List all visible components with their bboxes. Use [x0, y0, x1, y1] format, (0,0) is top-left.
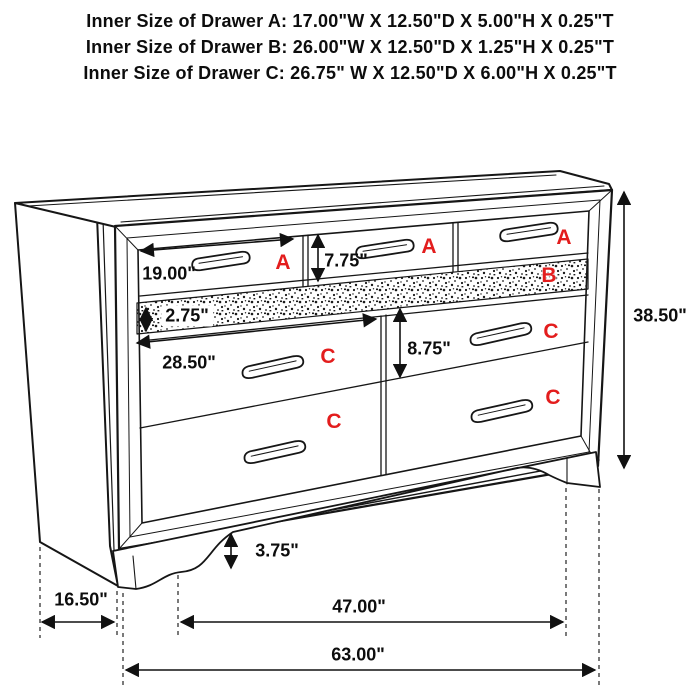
inner-size-line-a: Inner Size of Drawer A: 17.00"W X 12.50"D X 5.00"H X 0.25"T	[86, 11, 614, 31]
inner-size-line-b: Inner Size of Drawer B: 26.00"W X 12.50"D X 1.25"H X 0.25"T	[85, 37, 615, 57]
dim-drawer-c-width: 28.50"	[162, 352, 216, 373]
drawer-a2-label: A	[421, 235, 437, 258]
drawer-c1-right-label: C	[543, 320, 559, 343]
drawer-c2-right-label: C	[545, 386, 561, 409]
drawer-a1-label: A	[275, 251, 291, 274]
dim-drawer-c-height: 8.75"	[407, 338, 451, 359]
inner-size-line-c: Inner Size of Drawer C: 26.75" W X 12.50"D X 6.00"H X 0.25"T	[83, 63, 617, 83]
dim-tray-b-height: 2.75"	[161, 306, 213, 327]
left-side-panel	[15, 203, 118, 586]
dim-drawer-a-width: 19.00"	[142, 263, 196, 284]
dim-inner-base-width: 47.00"	[332, 596, 386, 617]
drawer-c1-left-label: C	[320, 345, 336, 368]
dim-overall-height: 38.50"	[633, 305, 687, 326]
tray-b-label: B	[541, 264, 557, 287]
dim-overall-width: 63.00"	[331, 644, 385, 665]
dim-drawer-a-height: 7.75"	[324, 250, 368, 271]
drawer-a3-label: A	[556, 226, 572, 249]
drawer-c2-left-label: C	[326, 410, 342, 433]
dim-leg-height: 3.75"	[255, 540, 299, 561]
dim-depth: 16.50"	[54, 589, 108, 610]
